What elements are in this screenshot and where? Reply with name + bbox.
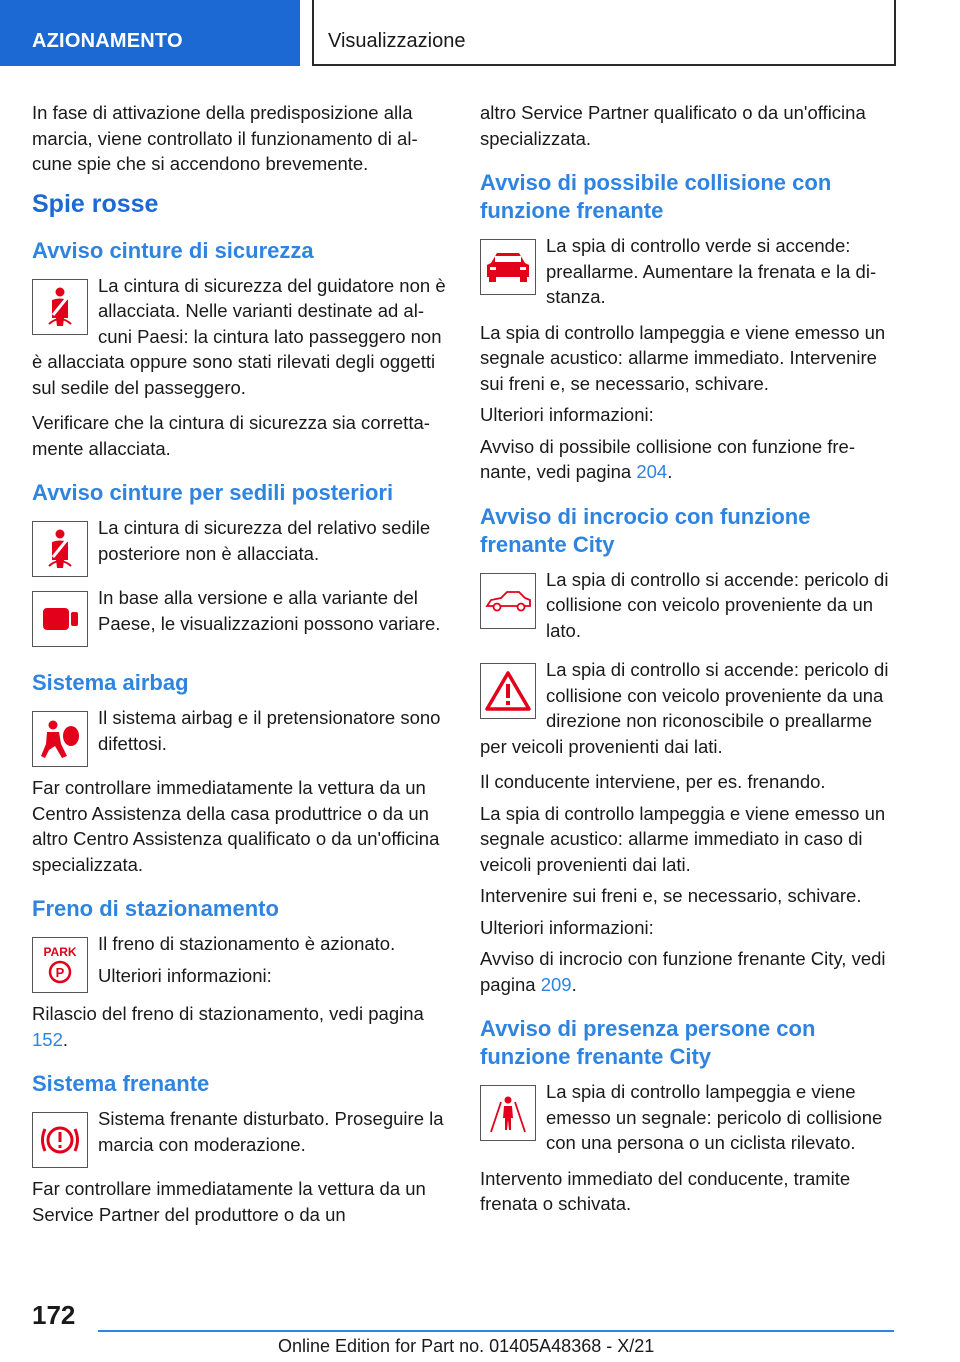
warning-triangle-icon: [480, 663, 536, 719]
heading-airbag: Sistema airbag: [32, 670, 189, 695]
brake-system-text: Sistema frenante disturbato. Proseguire la marcia con moderazione.: [98, 1108, 444, 1155]
crossing-ref: Avviso di incrocio con funzione frenante City, vedi pagina 209.: [480, 948, 886, 995]
parking-brake-icon: [32, 937, 88, 993]
persons-text-2: Intervento immediato del conducente, tramite frenata o schivata.: [480, 1167, 851, 1214]
rear-seatbelt-icon: [32, 521, 88, 577]
parking-brake-block: [32, 931, 448, 997]
belt-warning-block: [32, 273, 448, 407]
side-car-icon: [480, 573, 536, 629]
airbag-instruction: Far controllare immediatamente la vettura da un Centro Assistenza della casa produttrice o da un altro Centro Assistenza qualificato o da un'officina specializzata.: [32, 777, 440, 875]
persons-text-1: La spia di controllo lampeggia e viene emesso un segnale: pericolo di collisione con una persona o un ciclista rilevato.: [546, 1081, 883, 1153]
parking-brake-ref: Rilascio del freno di stazionamento, vedi pagina 152.: [32, 1003, 424, 1050]
airbag-block: [32, 705, 448, 771]
collision-text-2: La spia di controllo lampeggia e viene emesso un segnale acustico: allarme immediato. Intervenire sui freni e, se necessario, schivare.: [480, 321, 886, 394]
heading-crossing-warning: Avviso di incrocio con funzione frenante City: [480, 503, 811, 557]
heading-collision-warning: Avviso di possibile collisione con funzione frenante: [480, 170, 832, 223]
belt-warning-text: La cintura di sicurezza del guidatore non è allacciata. Nelle varianti destinate ad alcuni Paesi: la cintura lato passeggero non è allacciata oppure sono stati rilevati degli oggetti sul sedile del passeggero.: [32, 274, 446, 398]
page-number: 172: [32, 1300, 76, 1330]
intro-paragraph: In fase di attivazione della predisposizione alla marcia, viene controllato il funzionamento di alcune spie che si accendono brevemente.: [32, 102, 418, 174]
pedestrian-icon: [480, 1085, 536, 1141]
belt-warning-instruction: Verificare che la cintura di sicurezza sia correttamente allacciata.: [32, 412, 430, 459]
brake-system-continued: altro Service Partner qualificato o da un'officina specializzata.: [480, 102, 866, 149]
page-link-204[interactable]: 204: [636, 461, 668, 482]
rear-belt-variant-block: [32, 585, 448, 651]
right-column: [480, 100, 896, 1223]
heading-rear-belt: Avviso cinture per sedili posteriori: [32, 480, 394, 505]
brake-system-instruction: Far controllare immediatamente la vettura da un Service Partner del produttore o da un: [32, 1178, 426, 1225]
collision-block: [480, 233, 896, 316]
page-header: [0, 0, 960, 66]
footer-divider: [98, 1330, 894, 1332]
rear-seat-status-icon: [32, 591, 88, 647]
heading-spie-rosse: Spie rosse: [32, 189, 159, 218]
collision-text-1: La spia di controllo verde si accende: preallarme. Aumentare la frenata e la distanza.: [546, 235, 877, 307]
brake-system-block: [32, 1106, 448, 1172]
persons-block: [480, 1079, 896, 1162]
brake-warning-icon: [32, 1112, 88, 1168]
crossing-text-4: La spia di controllo lampeggia e viene emesso un segnale acustico: allarme immediato in caso di veicoli provenienti dai lati.: [480, 802, 886, 875]
heading-brake-system: Sistema frenante: [32, 1071, 210, 1096]
crossing-text-2: La spia di controllo si accende: pericolo di collisione con veicolo proveniente da una direzione non riconoscibile o preallarme per veicoli provenienti dai lati.: [480, 659, 889, 757]
crossing-more: Ulteriori informazioni:: [480, 916, 654, 938]
section-tab: AZIONAMENTO: [0, 0, 300, 66]
page-link-152[interactable]: 152: [32, 1028, 63, 1050]
seatbelt-icon: [32, 279, 88, 335]
rear-belt-text: La cintura di sicurezza del relativo sedile posteriore non è allacciata.: [98, 517, 431, 564]
park-label: PARK: [43, 945, 77, 959]
crossing-text-1: La spia di controllo si accende: pericolo di collisione con veicolo proveniente da un lato.: [546, 568, 889, 641]
rear-belt-variant-text: In base alla versione e alla variante del Paese, le visualizzazioni possono variare.: [98, 587, 441, 634]
rear-belt-block: [32, 515, 448, 581]
crossing-block-2: [480, 657, 896, 765]
parking-brake-more: Ulteriori informazioni:: [98, 964, 272, 986]
airbag-icon: [32, 711, 88, 767]
heading-belt-warning: Avviso cinture di sicurezza: [32, 237, 314, 263]
chapter-title: Visualizzazione: [312, 0, 896, 66]
footer-edition: Online Edition for Part no. 01405A48368 - X/21: [278, 1336, 655, 1356]
heading-persons-warning: Avviso di presenza persone con funzione frenante City: [480, 1016, 816, 1069]
parking-brake-text: Il freno di stazionamento è azionato.: [98, 933, 396, 954]
crossing-block-1: [480, 567, 896, 650]
airbag-text: Il sistema airbag e il pretensionatore sono difettosi.: [98, 707, 441, 754]
page-link-209[interactable]: 209: [540, 973, 572, 995]
heading-parking-brake: Freno di stazionamento: [32, 896, 279, 921]
svg-text:P: P: [55, 965, 65, 980]
collision-ref: Avviso di possibile collisione con funzione frenante, vedi pagina 204.: [480, 435, 856, 482]
crossing-text-5: Intervenire sui freni e, se necessario, schivare.: [480, 885, 862, 906]
left-column: [32, 100, 448, 1233]
collision-more: Ulteriori informazioni:: [480, 404, 654, 425]
crossing-text-3: Il conducente interviene, per es. frenando.: [480, 771, 826, 792]
front-collision-icon: [480, 239, 536, 295]
